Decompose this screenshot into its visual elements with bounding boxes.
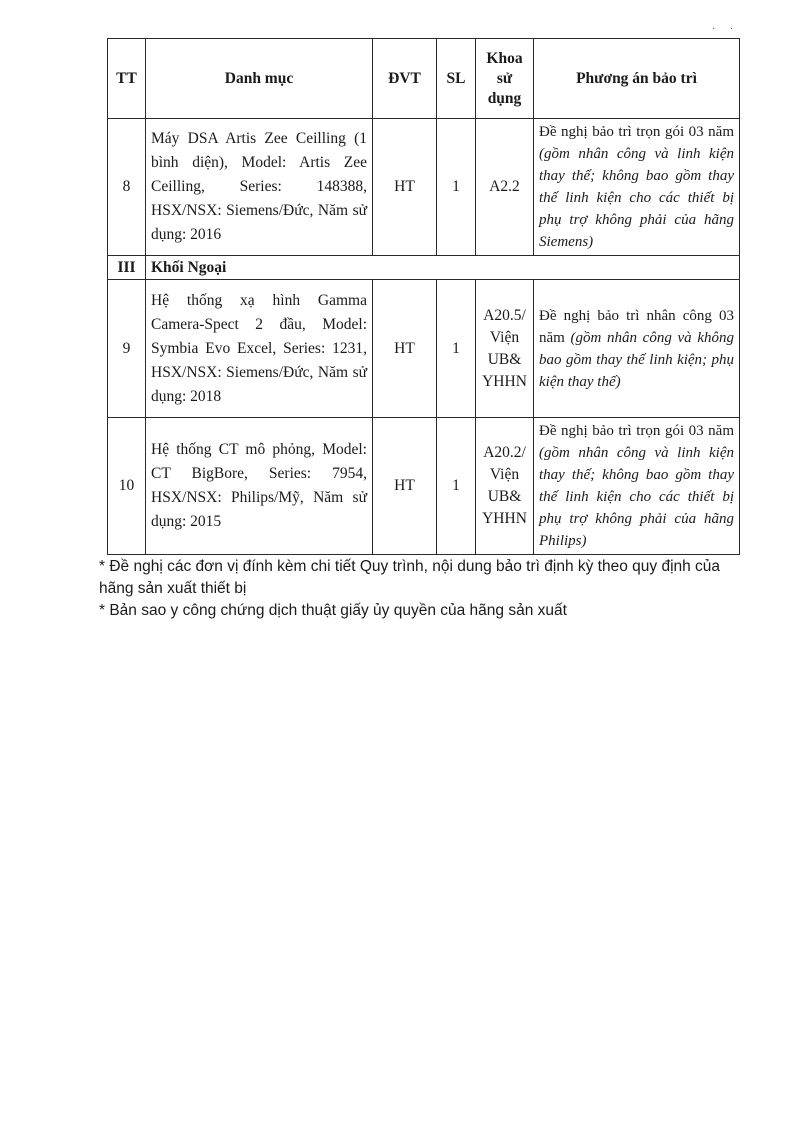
table-row xyxy=(108,119,740,256)
header-sl: SL xyxy=(437,39,476,119)
header-danh-muc: Danh mục xyxy=(146,39,373,119)
row-10-khoa xyxy=(476,418,534,555)
row-8-phuong-an xyxy=(534,119,740,256)
row-9-pa-italic: (gồm nhân công và không bao gồm thay thế linh kiện; phụ kiện thay thế) xyxy=(539,329,734,390)
footnote-procedure: * Đề nghị các đơn vị đính kèm chi tiết Quy trình, nội dung bảo trì định kỳ theo quy định của hãng sản xuất thiết bị xyxy=(99,558,721,597)
row-10-khoa-line4: YHHN xyxy=(482,510,527,527)
row-8-pa-italic: (gồm nhân công và linh kiện thay thế; không bao gồm thay thế linh kiện cho các thiết bị phụ trợ không phải của hãng Siemens) xyxy=(539,146,734,250)
header-tt: TT xyxy=(108,39,146,119)
row-10-khoa-line3: UB& xyxy=(487,488,522,505)
row-9-khoa-line2: Viện xyxy=(489,328,520,346)
row-10-pa-italic: (gồm nhân công và linh kiện thay thế; không bao gồm thay thế linh kiện cho các thiết bị phụ trợ không phải của hãng Philips) xyxy=(539,445,734,549)
row-8-danh-muc: Máy DSA Artis Zee Ceilling (1 bình diện), Model: Artis Zee Ceilling, Series: 148388, HSX/NSX: Siemens/Đức, Năm sử dụng: 2016 xyxy=(146,119,373,256)
section-3-roman: III xyxy=(108,256,146,280)
maintenance-table xyxy=(107,38,740,555)
row-8-tt: 8 xyxy=(108,119,146,256)
row-10-khoa-line1: A20.2/ xyxy=(483,444,526,461)
section-row xyxy=(108,256,740,280)
row-8-dvt: HT xyxy=(373,119,437,256)
row-9-khoa-line1: A20.5/ xyxy=(483,306,526,324)
row-8-pa-normal: Đề nghị bảo trì trọn gói 03 năm xyxy=(539,124,734,140)
scan-mark: · · xyxy=(712,24,740,35)
header-phuong-an: Phương án bảo trì xyxy=(534,39,740,119)
header-khoa xyxy=(476,39,534,119)
footnotes xyxy=(99,556,749,622)
table-row xyxy=(108,418,740,555)
row-8-khoa: A2.2 xyxy=(476,119,534,256)
row-9-dvt: HT xyxy=(373,280,437,418)
footnote-authorization: * Bản sao y công chứng dịch thuật giấy ủy quyền của hãng sản xuất xyxy=(99,602,567,619)
table-header-row xyxy=(108,39,740,119)
header-khoa-line2: sử xyxy=(496,69,513,87)
header-khoa-line3: dụng xyxy=(487,89,522,107)
row-10-phuong-an xyxy=(534,418,740,555)
row-8-sl: 1 xyxy=(437,119,476,256)
row-10-khoa-line2: Viện xyxy=(489,466,520,483)
row-9-khoa xyxy=(476,280,534,418)
row-9-danh-muc: Hệ thống xạ hình Gamma Camera-Spect 2 đầu, Model: Symbia Evo Excel, Series: 1231, HSX/NSX: Siemens/Đức, Năm sử dụng: 2018 xyxy=(146,280,373,418)
row-9-pa-normal: Đề nghị bảo trì nhân công 03 năm xyxy=(539,307,734,346)
header-dvt: ĐVT xyxy=(373,39,437,119)
row-10-tt: 10 xyxy=(108,418,146,555)
row-10-dvt: HT xyxy=(373,418,437,555)
row-10-danh-muc: Hệ thống CT mô phỏng, Model: CT BigBore, Series: 7954, HSX/NSX: Philips/Mỹ, Năm sử dụng: 2015 xyxy=(146,418,373,555)
row-10-pa-normal: Đề nghị bảo trì trọn gói 03 năm xyxy=(539,423,734,439)
row-9-khoa-line4: YHHN xyxy=(482,372,527,390)
row-9-khoa-line3: UB& xyxy=(487,350,522,368)
row-9-tt: 9 xyxy=(108,280,146,418)
table-row xyxy=(108,280,740,418)
section-3-title: Khối Ngoại xyxy=(146,256,740,280)
row-9-sl: 1 xyxy=(437,280,476,418)
row-10-sl: 1 xyxy=(437,418,476,555)
header-khoa-line1: Khoa xyxy=(486,49,523,67)
row-9-phuong-an xyxy=(534,280,740,418)
